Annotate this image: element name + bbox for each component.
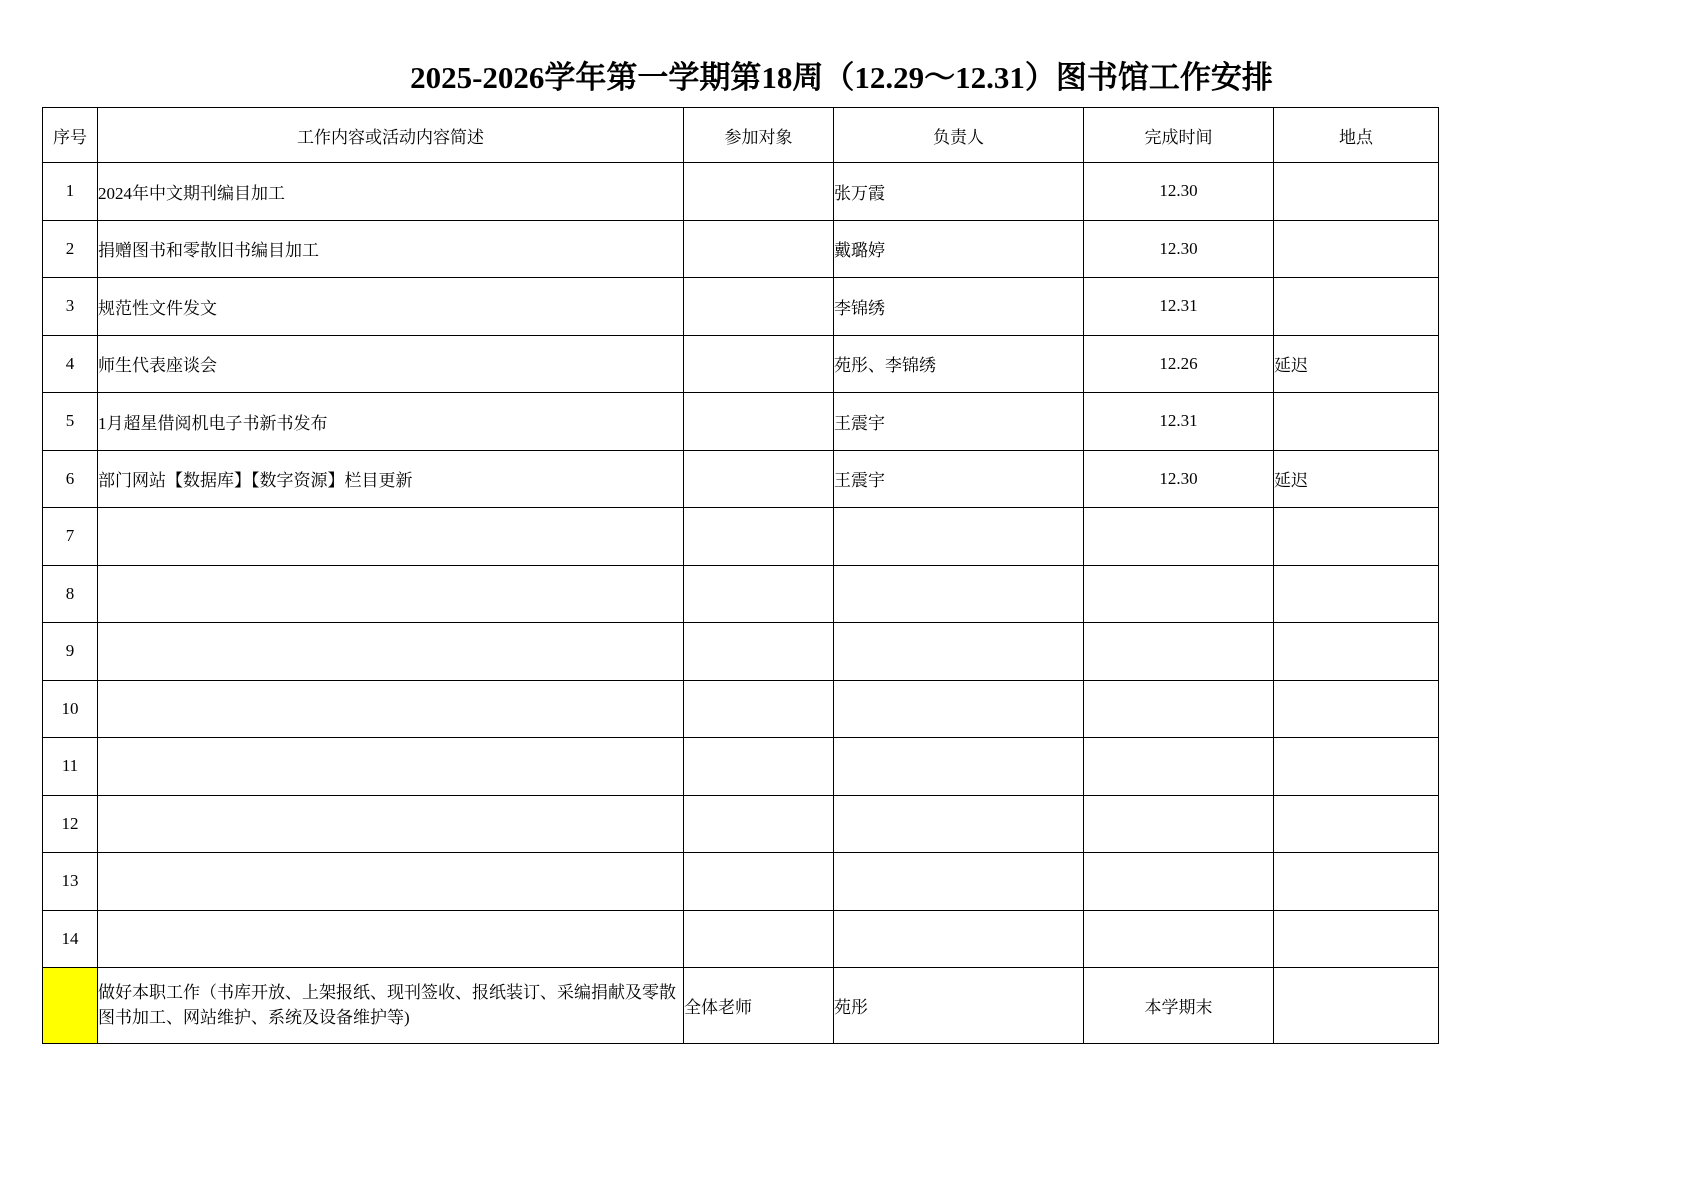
table-row bbox=[43, 163, 1439, 221]
cell-place bbox=[1274, 795, 1439, 853]
table-row bbox=[43, 278, 1439, 336]
cell-place bbox=[1274, 508, 1439, 566]
cell-target bbox=[684, 508, 834, 566]
cell-place bbox=[1274, 163, 1439, 221]
cell-due bbox=[1084, 795, 1274, 853]
cell-no: 10 bbox=[43, 680, 98, 738]
table-row bbox=[43, 393, 1439, 451]
cell-desc bbox=[98, 565, 684, 623]
cell-due: 12.31 bbox=[1084, 393, 1274, 451]
work-schedule-table bbox=[42, 107, 1439, 1044]
summary-cell-target: 全体老师 bbox=[684, 968, 834, 1044]
cell-no: 13 bbox=[43, 853, 98, 911]
cell-due: 12.26 bbox=[1084, 335, 1274, 393]
cell-owner bbox=[834, 508, 1084, 566]
cell-owner: 王震宇 bbox=[834, 450, 1084, 508]
cell-owner bbox=[834, 738, 1084, 796]
cell-no: 11 bbox=[43, 738, 98, 796]
cell-no: 12 bbox=[43, 795, 98, 853]
cell-target bbox=[684, 393, 834, 451]
table-row bbox=[43, 910, 1439, 968]
cell-target bbox=[684, 910, 834, 968]
cell-owner: 戴璐婷 bbox=[834, 220, 1084, 278]
cell-no: 3 bbox=[43, 278, 98, 336]
cell-target bbox=[684, 278, 834, 336]
table-row bbox=[43, 853, 1439, 911]
cell-desc bbox=[98, 910, 684, 968]
cell-desc bbox=[98, 508, 684, 566]
table-header bbox=[43, 108, 1439, 163]
cell-due: 12.30 bbox=[1084, 220, 1274, 278]
summary-cell-owner: 苑彤 bbox=[834, 968, 1084, 1044]
cell-no: 8 bbox=[43, 565, 98, 623]
cell-target bbox=[684, 853, 834, 911]
cell-no: 14 bbox=[43, 910, 98, 968]
cell-desc: 师生代表座谈会 bbox=[98, 335, 684, 393]
cell-desc: 部门网站【数据库】【数字资源】栏目更新 bbox=[98, 450, 684, 508]
cell-desc bbox=[98, 853, 684, 911]
cell-desc bbox=[98, 623, 684, 681]
cell-place bbox=[1274, 623, 1439, 681]
table-row bbox=[43, 565, 1439, 623]
cell-owner bbox=[834, 623, 1084, 681]
cell-place bbox=[1274, 220, 1439, 278]
cell-no: 7 bbox=[43, 508, 98, 566]
cell-desc bbox=[98, 738, 684, 796]
cell-target bbox=[684, 623, 834, 681]
cell-place bbox=[1274, 278, 1439, 336]
cell-desc: 规范性文件发文 bbox=[98, 278, 684, 336]
cell-place bbox=[1274, 853, 1439, 911]
cell-owner: 李锦绣 bbox=[834, 278, 1084, 336]
column-header-owner: 负责人 bbox=[834, 108, 1084, 163]
cell-owner: 苑彤、李锦绣 bbox=[834, 335, 1084, 393]
cell-no: 6 bbox=[43, 450, 98, 508]
cell-due bbox=[1084, 853, 1274, 911]
table-row bbox=[43, 623, 1439, 681]
table-header-row bbox=[43, 108, 1439, 163]
cell-target bbox=[684, 565, 834, 623]
summary-cell-place bbox=[1274, 968, 1439, 1044]
table-row bbox=[43, 795, 1439, 853]
table-row bbox=[43, 450, 1439, 508]
cell-target bbox=[684, 795, 834, 853]
cell-place: 延迟 bbox=[1274, 450, 1439, 508]
summary-cell-desc: 做好本职工作（书库开放、上架报纸、现刊签收、报纸装订、采编捐献及零散图书加工、网站维护、系统及设备维护等) bbox=[98, 968, 684, 1044]
table-row bbox=[43, 508, 1439, 566]
cell-target bbox=[684, 738, 834, 796]
cell-owner bbox=[834, 565, 1084, 623]
cell-target bbox=[684, 680, 834, 738]
cell-owner: 张万霞 bbox=[834, 163, 1084, 221]
cell-no: 1 bbox=[43, 163, 98, 221]
summary-row bbox=[43, 968, 1439, 1044]
cell-owner bbox=[834, 795, 1084, 853]
cell-due bbox=[1084, 910, 1274, 968]
cell-place bbox=[1274, 738, 1439, 796]
column-header-no: 序号 bbox=[43, 108, 98, 163]
column-header-desc: 工作内容或活动内容简述 bbox=[98, 108, 684, 163]
table-row bbox=[43, 335, 1439, 393]
cell-place bbox=[1274, 565, 1439, 623]
cell-due bbox=[1084, 508, 1274, 566]
table-row bbox=[43, 738, 1439, 796]
cell-owner bbox=[834, 910, 1084, 968]
cell-due bbox=[1084, 565, 1274, 623]
cell-owner: 王震宇 bbox=[834, 393, 1084, 451]
column-header-place: 地点 bbox=[1274, 108, 1439, 163]
cell-due: 12.31 bbox=[1084, 278, 1274, 336]
summary-cell-due: 本学期末 bbox=[1084, 968, 1274, 1044]
column-header-target: 参加对象 bbox=[684, 108, 834, 163]
cell-due bbox=[1084, 738, 1274, 796]
cell-place bbox=[1274, 680, 1439, 738]
page-title: 2025-2026学年第一学期第18周（12.29～12.31）图书馆工作安排 bbox=[410, 60, 1273, 95]
cell-target bbox=[684, 163, 834, 221]
cell-place bbox=[1274, 910, 1439, 968]
cell-desc: 捐赠图书和零散旧书编目加工 bbox=[98, 220, 684, 278]
cell-due bbox=[1084, 680, 1274, 738]
cell-due: 12.30 bbox=[1084, 163, 1274, 221]
cell-target bbox=[684, 335, 834, 393]
cell-target bbox=[684, 220, 834, 278]
summary-cell-highlight bbox=[43, 968, 98, 1044]
cell-desc bbox=[98, 795, 684, 853]
cell-no: 5 bbox=[43, 393, 98, 451]
column-header-due: 完成时间 bbox=[1084, 108, 1274, 163]
cell-desc: 2024年中文期刊编目加工 bbox=[98, 163, 684, 221]
cell-no: 2 bbox=[43, 220, 98, 278]
cell-due bbox=[1084, 623, 1274, 681]
cell-no: 9 bbox=[43, 623, 98, 681]
table-row bbox=[43, 220, 1439, 278]
cell-place: 延迟 bbox=[1274, 335, 1439, 393]
cell-desc bbox=[98, 680, 684, 738]
cell-owner bbox=[834, 853, 1084, 911]
cell-no: 4 bbox=[43, 335, 98, 393]
cell-owner bbox=[834, 680, 1084, 738]
cell-due: 12.30 bbox=[1084, 450, 1274, 508]
cell-target bbox=[684, 450, 834, 508]
table-body bbox=[43, 163, 1439, 1044]
table-row bbox=[43, 680, 1439, 738]
cell-place bbox=[1274, 393, 1439, 451]
cell-desc: 1月超星借阅机电子书新书发布 bbox=[98, 393, 684, 451]
